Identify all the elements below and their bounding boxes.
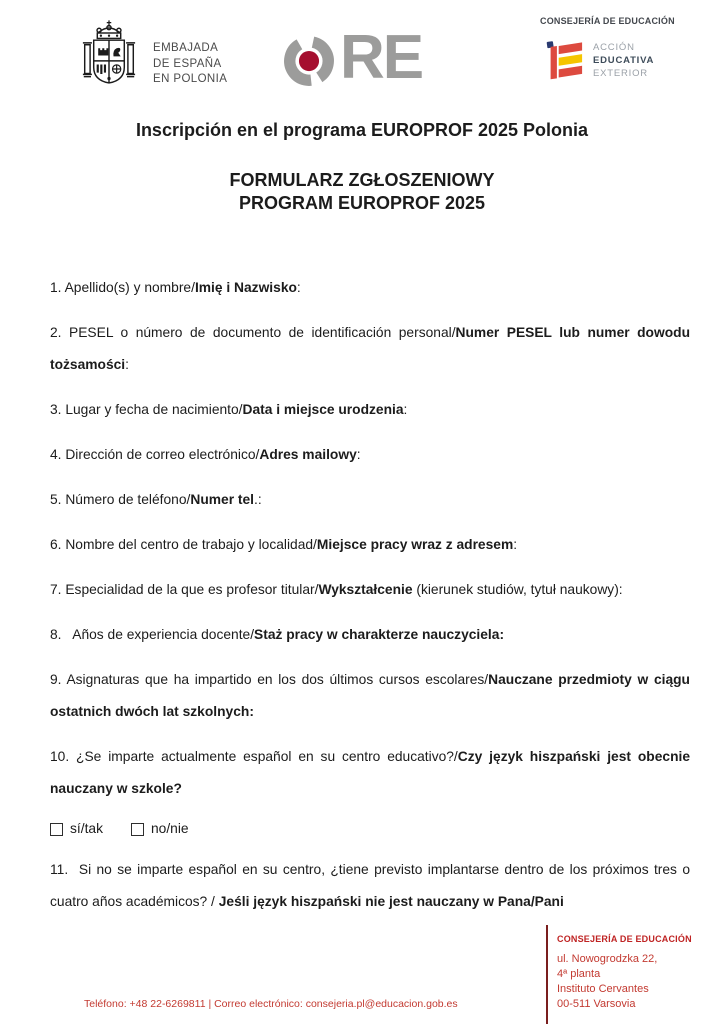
- form-question: [50, 394, 690, 426]
- embassy-name-line: DE ESPAÑA: [153, 57, 222, 70]
- question-text-es: :: [513, 537, 518, 552]
- question-text-pl: Numer tel: [190, 492, 254, 507]
- embassy-name: [153, 41, 227, 102]
- subtitle-line: FORMULARZ ZGŁOSZENIOWY: [229, 170, 495, 190]
- form-question: [50, 317, 690, 381]
- form-question: [50, 574, 690, 606]
- question-text-es: 4. Dirección de correo electrónico/: [50, 447, 260, 462]
- question-text-es: 3. Lugar y fecha de nacimiento/: [50, 402, 243, 417]
- question-text-es: 1. Apellido(s) y nombre/: [50, 280, 195, 295]
- question-text-es: 7. Especialidad de la que es profesor titular/: [50, 582, 319, 597]
- question-text-es: :: [296, 280, 301, 295]
- checkbox[interactable]: [50, 823, 63, 836]
- question-text-es: .:: [254, 492, 262, 507]
- embassy-logo: [82, 18, 227, 102]
- footer-divider: [546, 925, 548, 1024]
- question-text-es: 11. Si no se imparte español en su centro, ¿tiene previsto implantarse dentro de los próximos tres o cuatro años académicos? /: [50, 862, 690, 909]
- question-text-pl: Data i miejsce urodzenia: [242, 402, 404, 417]
- question-text-es: :: [356, 447, 361, 462]
- form-question: [50, 741, 690, 805]
- question-text-es: 2. PESEL o número de documento de identificación personal/: [50, 325, 456, 340]
- question-text-pl: Adres mailowy: [259, 447, 357, 462]
- footer-contact: Teléfono: +48 22-6269811 | Correo electrónico: consejeria.pl@educacion.gob.es: [84, 998, 458, 1010]
- question-text-pl: Czy język hiszpański jest obecnie nauczany w szkole?: [50, 749, 690, 796]
- accion-educativa-flag-icon: [546, 37, 584, 82]
- question-text-pl: Imię i Nazwisko: [194, 280, 297, 295]
- form-question: [50, 854, 690, 918]
- ore-red-dot: [299, 51, 319, 71]
- consejeria-title: CONSEJERÍA DE EDUCACIÓN: [540, 16, 675, 26]
- footer-office-name: CONSEJERÍA DE EDUCACIÓN: [557, 934, 692, 944]
- page-subtitle: [0, 169, 724, 215]
- ore-logo: [281, 23, 423, 92]
- question-text-es: (kierunek studiów, tytuł naukowy):: [412, 582, 623, 597]
- embassy-name-line: EN POLONIA: [153, 73, 228, 85]
- form-question: [50, 484, 690, 516]
- form-question: [50, 664, 690, 728]
- form-question: [50, 619, 690, 651]
- exterior-line: EXTERIOR: [593, 68, 648, 79]
- footer-address-block: [557, 934, 717, 1012]
- subtitle-line: PROGRAM EUROPROF 2025: [238, 193, 486, 213]
- checkbox-label: sí/tak: [70, 821, 103, 836]
- checkbox[interactable]: [131, 823, 144, 836]
- address-line: Instituto Cervantes: [557, 983, 649, 995]
- question-text-es: 9. Asignaturas que ha impartido en los dos últimos cursos escolares/: [50, 672, 489, 687]
- embassy-name-line: EMBAJADA: [153, 42, 219, 54]
- address-line: ul. Nowogrodzka 22,: [557, 953, 658, 965]
- checkbox-option-no: [131, 818, 189, 840]
- address-line: 4ª planta: [557, 968, 601, 980]
- footer-address: [557, 952, 717, 1012]
- form-question: [50, 439, 690, 471]
- checkbox-option-s: [50, 818, 103, 840]
- question-text-pl: Miejsce pracy wraz z adresem: [316, 537, 514, 552]
- ore-ring-icon: [281, 33, 337, 89]
- question-text-pl: Nauczane przedmioty w ciągu ostatnich dwóch lat szkolnych:: [50, 672, 690, 719]
- form-question: [50, 529, 690, 561]
- question-text-pl: Jeśli język hiszpański nie jest nauczany w Pana/Pani: [218, 894, 564, 909]
- question-text-pl: Wykształcenie: [318, 582, 413, 597]
- question-text-pl: Staż pracy w charakterze nauczyciela:: [254, 627, 505, 642]
- question-text-es: 6. Nombre del centro de trabajo y localidad/: [50, 537, 317, 552]
- checkbox-row: [50, 818, 690, 840]
- question-text-pl: Numer PESEL lub numer dowodu tożsamości: [50, 325, 691, 372]
- consejeria-logo: [540, 16, 710, 82]
- educativa-line: EDUCATIVA: [593, 55, 655, 66]
- accion-line: ACCIÓN: [593, 42, 635, 53]
- question-text-es: 8. Años de experiencia docente/: [50, 627, 255, 642]
- address-line: 00-511 Varsovia: [557, 998, 636, 1010]
- question-text-es: 5. Número de teléfono/: [50, 492, 191, 507]
- form-question: [50, 272, 690, 304]
- question-text-es: :: [403, 402, 408, 417]
- ore-wordmark: RE: [340, 23, 423, 92]
- accion-educativa-exterior-label: [593, 41, 654, 82]
- question-text-es: :: [125, 357, 129, 372]
- question-text-es: 10. ¿Se imparte actualmente español en su centro educativo?/: [50, 749, 458, 764]
- page-title: Inscripción en el programa EUROPROF 2025 Polonia: [135, 120, 589, 140]
- checkbox-label: no/nie: [150, 821, 189, 836]
- form-questions: [50, 272, 690, 931]
- spain-coat-of-arms-icon: [82, 18, 136, 102]
